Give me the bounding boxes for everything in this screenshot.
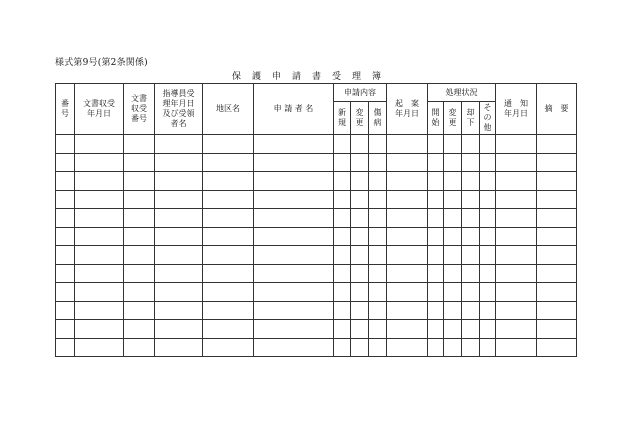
table-cell (480, 172, 496, 191)
table-cell (444, 246, 462, 265)
table-cell (480, 190, 496, 209)
column-status-start: 開 始 (428, 102, 444, 135)
table-cell (428, 172, 444, 191)
table-cell (124, 264, 155, 283)
table-cell (75, 283, 124, 302)
table-cell (462, 246, 480, 265)
table-cell (203, 246, 254, 265)
table-cell (351, 153, 369, 172)
table-cell (124, 190, 155, 209)
table-cell (444, 172, 462, 191)
table-cell (444, 320, 462, 339)
table-cell (462, 264, 480, 283)
table-cell (496, 190, 537, 209)
table-cell (155, 190, 203, 209)
column-received-date: 文書収受 年月日 (75, 84, 124, 135)
table-cell (124, 283, 155, 302)
table-cell (155, 283, 203, 302)
table-cell (334, 301, 351, 320)
table-cell (537, 153, 577, 172)
table-cell (56, 227, 75, 246)
table-cell (496, 153, 537, 172)
table-cell (537, 209, 577, 228)
table-cell (444, 153, 462, 172)
table-cell (369, 320, 387, 339)
table-cell (387, 153, 428, 172)
column-instructor: 指導員受 理年月日 及び受領 者名 (155, 84, 203, 135)
table-cell (254, 301, 334, 320)
table-cell (480, 246, 496, 265)
table-cell (462, 209, 480, 228)
table-cell (56, 190, 75, 209)
table-cell (56, 246, 75, 265)
table-cell (334, 283, 351, 302)
table-cell (369, 301, 387, 320)
table-cell (75, 135, 124, 154)
table-cell (334, 338, 351, 357)
table-cell (334, 209, 351, 228)
column-status-change: 変 更 (444, 102, 462, 135)
column-injury-illness: 傷 病 (369, 102, 387, 135)
column-applicant: 申 請 者 名 (254, 84, 334, 135)
table-cell (155, 153, 203, 172)
table-cell (537, 320, 577, 339)
table-cell (496, 246, 537, 265)
column-status-reject: 却 下 (462, 102, 480, 135)
table-cell (428, 283, 444, 302)
table-cell (428, 320, 444, 339)
table-cell (369, 209, 387, 228)
table-cell (334, 153, 351, 172)
column-receipt-number: 文書 収受 番号 (124, 84, 155, 135)
table-row (56, 264, 577, 283)
table-cell (428, 301, 444, 320)
table-cell (387, 135, 428, 154)
table-cell (496, 135, 537, 154)
table-cell (75, 301, 124, 320)
table-cell (124, 320, 155, 339)
table-cell (537, 338, 577, 357)
table-cell (369, 135, 387, 154)
column-change: 変 更 (351, 102, 369, 135)
column-notice-date: 通 知 年月日 (496, 84, 537, 135)
form-number: 様式第9号(第2条関係) (55, 58, 148, 68)
table-row (56, 190, 577, 209)
table-cell (254, 320, 334, 339)
table-cell (56, 264, 75, 283)
table-cell (387, 264, 428, 283)
table-row (56, 338, 577, 357)
table-cell (369, 227, 387, 246)
table-cell (480, 320, 496, 339)
table-cell (444, 283, 462, 302)
table-cell (254, 227, 334, 246)
table-cell (124, 338, 155, 357)
column-new: 新 規 (334, 102, 351, 135)
table-cell (334, 227, 351, 246)
table-cell (480, 264, 496, 283)
table-cell (444, 301, 462, 320)
table-cell (351, 301, 369, 320)
table-cell (444, 209, 462, 228)
table-cell (75, 190, 124, 209)
table-cell (334, 264, 351, 283)
column-number: 番 号 (56, 84, 75, 135)
table-cell (537, 135, 577, 154)
table-cell (387, 227, 428, 246)
table-cell (351, 283, 369, 302)
table-cell (480, 153, 496, 172)
table-row (56, 283, 577, 302)
table-cell (387, 209, 428, 228)
table-cell (203, 172, 254, 191)
column-start-date: 起 案 年月日 (387, 84, 428, 135)
table-cell (496, 283, 537, 302)
table-cell (369, 172, 387, 191)
table-cell (496, 320, 537, 339)
table-cell (75, 246, 124, 265)
table-cell (155, 320, 203, 339)
table-cell (462, 338, 480, 357)
table-cell (387, 246, 428, 265)
table-cell (254, 209, 334, 228)
table-cell (254, 190, 334, 209)
table-cell (387, 190, 428, 209)
table-cell (75, 264, 124, 283)
column-district: 地区名 (203, 84, 254, 135)
table-cell (387, 338, 428, 357)
table-cell (387, 283, 428, 302)
register-table (55, 83, 577, 357)
table-cell (334, 320, 351, 339)
table-cell (351, 320, 369, 339)
table-cell (56, 135, 75, 154)
table-cell (254, 172, 334, 191)
table-cell (480, 209, 496, 228)
table-cell (428, 153, 444, 172)
table-cell (351, 227, 369, 246)
table-cell (75, 320, 124, 339)
table-cell (444, 190, 462, 209)
table-cell (203, 283, 254, 302)
table-row (56, 246, 577, 265)
table-cell (462, 172, 480, 191)
table-cell (334, 190, 351, 209)
table-cell (496, 227, 537, 246)
table-cell (155, 301, 203, 320)
table-cell (369, 246, 387, 265)
table-cell (387, 320, 428, 339)
table-cell (462, 320, 480, 339)
table-cell (480, 301, 496, 320)
table-row (56, 153, 577, 172)
table-cell (537, 190, 577, 209)
table-cell (496, 264, 537, 283)
table-row (56, 227, 577, 246)
table-cell (155, 209, 203, 228)
table-cell (75, 172, 124, 191)
table-cell (387, 301, 428, 320)
table-cell (537, 264, 577, 283)
table-cell (155, 246, 203, 265)
table-cell (254, 338, 334, 357)
table-cell (496, 209, 537, 228)
table-cell (203, 320, 254, 339)
table-cell (462, 190, 480, 209)
table-cell (480, 135, 496, 154)
table-cell (444, 264, 462, 283)
table-cell (428, 246, 444, 265)
table-cell (124, 246, 155, 265)
table-cell (351, 209, 369, 228)
table-cell (462, 153, 480, 172)
table-cell (203, 209, 254, 228)
table-cell (56, 209, 75, 228)
table-cell (56, 301, 75, 320)
table-cell (254, 153, 334, 172)
table-cell (351, 190, 369, 209)
table-cell (203, 135, 254, 154)
table-cell (537, 246, 577, 265)
column-group-processing-status: 処理状況 (428, 84, 496, 102)
table-cell (56, 338, 75, 357)
table-cell (351, 246, 369, 265)
table-cell (124, 301, 155, 320)
table-cell (124, 153, 155, 172)
table-cell (155, 264, 203, 283)
table-cell (56, 172, 75, 191)
table-cell (351, 264, 369, 283)
table-cell (369, 190, 387, 209)
table-cell (155, 135, 203, 154)
table-cell (428, 227, 444, 246)
table-cell (155, 227, 203, 246)
table-cell (462, 283, 480, 302)
table-cell (203, 264, 254, 283)
table-cell (75, 227, 124, 246)
table-cell (444, 338, 462, 357)
table-row (56, 301, 577, 320)
table-cell (75, 153, 124, 172)
column-status-other: そ の 他 (480, 102, 496, 135)
table-cell (124, 227, 155, 246)
table-cell (203, 338, 254, 357)
table-cell (444, 227, 462, 246)
table-cell (334, 135, 351, 154)
table-cell (203, 190, 254, 209)
table-cell (428, 209, 444, 228)
table-cell (369, 264, 387, 283)
table-cell (351, 135, 369, 154)
register-body (56, 135, 577, 357)
table-cell (75, 338, 124, 357)
table-cell (254, 264, 334, 283)
form-title: 保護申請書受理簿 (232, 72, 393, 82)
table-cell (369, 153, 387, 172)
table-cell (155, 338, 203, 357)
table-cell (537, 301, 577, 320)
table-cell (369, 283, 387, 302)
table-cell (124, 172, 155, 191)
table-cell (203, 301, 254, 320)
table-cell (428, 190, 444, 209)
table-row (56, 209, 577, 228)
table-cell (480, 283, 496, 302)
table-cell (155, 172, 203, 191)
table-cell (480, 227, 496, 246)
table-cell (428, 135, 444, 154)
table-cell (496, 338, 537, 357)
table-cell (369, 338, 387, 357)
column-group-application-content: 申請内容 (334, 84, 387, 102)
table-cell (56, 153, 75, 172)
table-cell (203, 227, 254, 246)
table-cell (254, 283, 334, 302)
table-cell (124, 135, 155, 154)
table-cell (444, 135, 462, 154)
table-cell (351, 338, 369, 357)
table-cell (75, 209, 124, 228)
table-cell (462, 227, 480, 246)
table-cell (480, 338, 496, 357)
table-cell (334, 172, 351, 191)
table-row (56, 135, 577, 154)
table-cell (537, 283, 577, 302)
table-cell (56, 320, 75, 339)
table-row (56, 320, 577, 339)
table-cell (537, 172, 577, 191)
table-cell (254, 246, 334, 265)
table-cell (254, 135, 334, 154)
table-cell (334, 246, 351, 265)
column-remarks: 摘 要 (537, 84, 577, 135)
table-cell (462, 135, 480, 154)
table-cell (496, 172, 537, 191)
table-cell (56, 283, 75, 302)
table-cell (462, 301, 480, 320)
table-cell (537, 227, 577, 246)
table-cell (428, 338, 444, 357)
table-cell (351, 172, 369, 191)
table-row (56, 172, 577, 191)
table-cell (203, 153, 254, 172)
table-cell (496, 301, 537, 320)
table-cell (387, 172, 428, 191)
table-cell (124, 209, 155, 228)
table-cell (428, 264, 444, 283)
